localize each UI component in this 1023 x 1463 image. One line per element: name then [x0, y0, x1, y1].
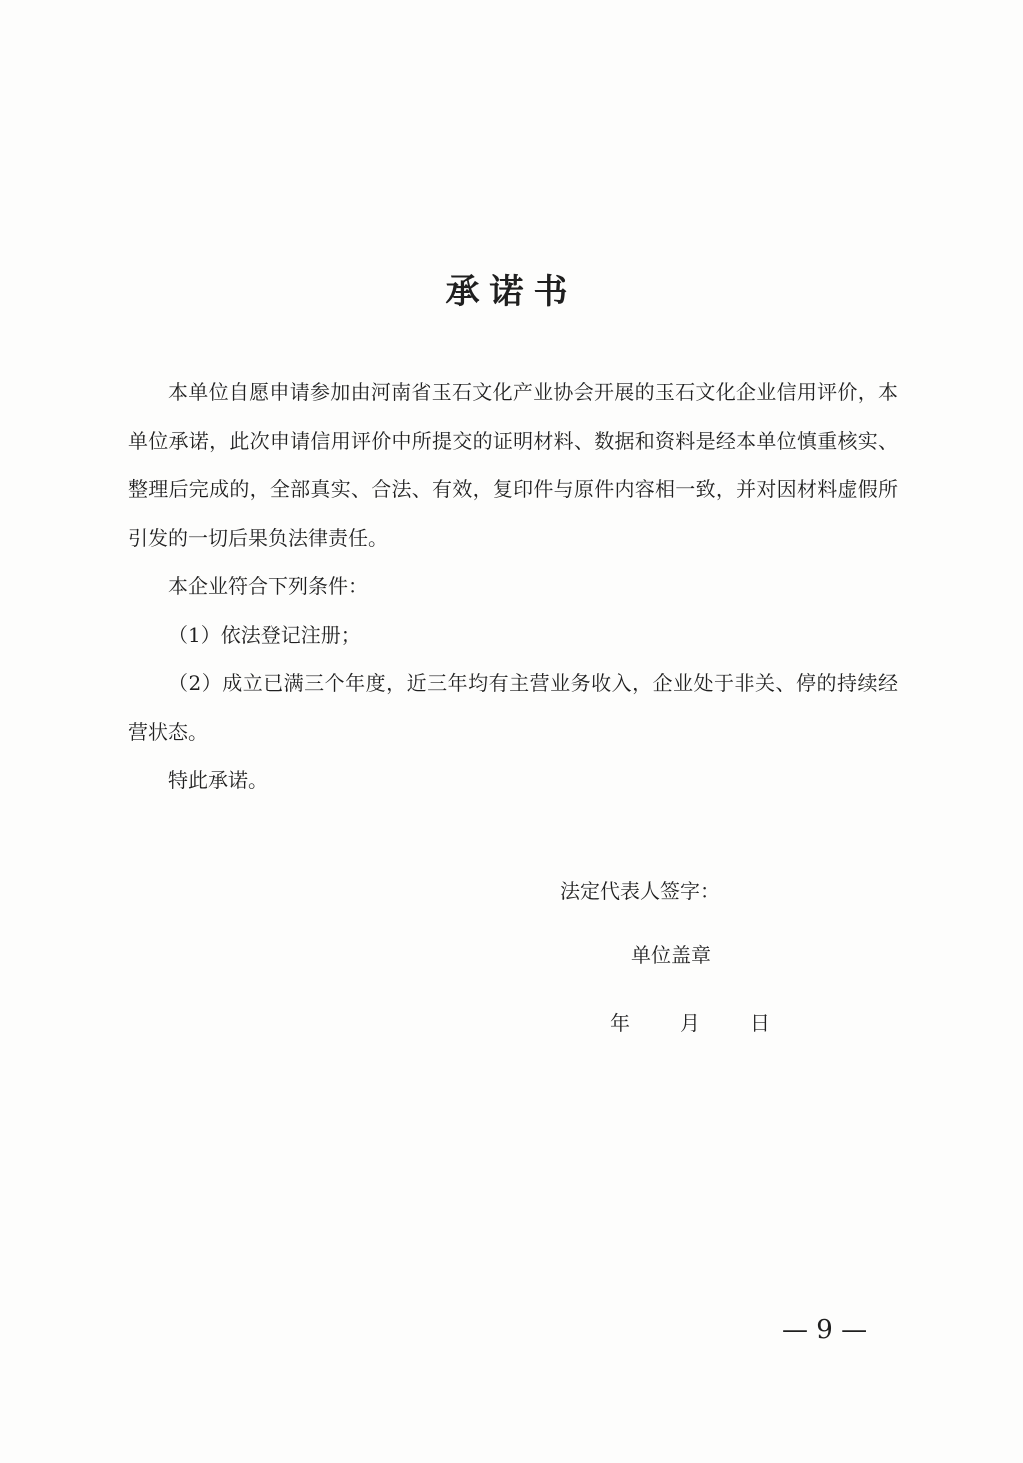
page-title: 承诺书 [445, 272, 578, 312]
date-day-label: 日 [750, 1011, 770, 1035]
representative-signature-label: 法定代表人签字： [560, 879, 720, 903]
unit-seal-label: 单位盖章 [631, 943, 711, 967]
paragraph-condition-2: （2）成立已满三个年度，近三年均有主营业务收入，企业处于非关、停的持续经营状态。 [128, 671, 898, 744]
document-body [128, 368, 898, 805]
paragraph-conditions-intro: 本企业符合下列条件： [168, 574, 368, 598]
date-line [610, 1008, 770, 1038]
paragraph-closing: 特此承诺。 [168, 768, 268, 792]
page-number: — 9 — [782, 1315, 868, 1345]
paragraph-commitment: 本单位自愿申请参加由河南省玉石文化产业协会开展的玉石文化企业信用评价，本单位承诺，此次申请信用评价中所提交的证明材料、数据和资料是经本单位慎重核实、整理后完成的，全部真实、合法、有效，复印件与原件内容相一致，并对因材料虚假所引发的一切后果负法律责任。 [128, 380, 898, 550]
date-month-label: 月 [680, 1011, 700, 1035]
date-year-label: 年 [610, 1011, 630, 1035]
paragraph-condition-1: （1）依法登记注册； [168, 622, 361, 647]
